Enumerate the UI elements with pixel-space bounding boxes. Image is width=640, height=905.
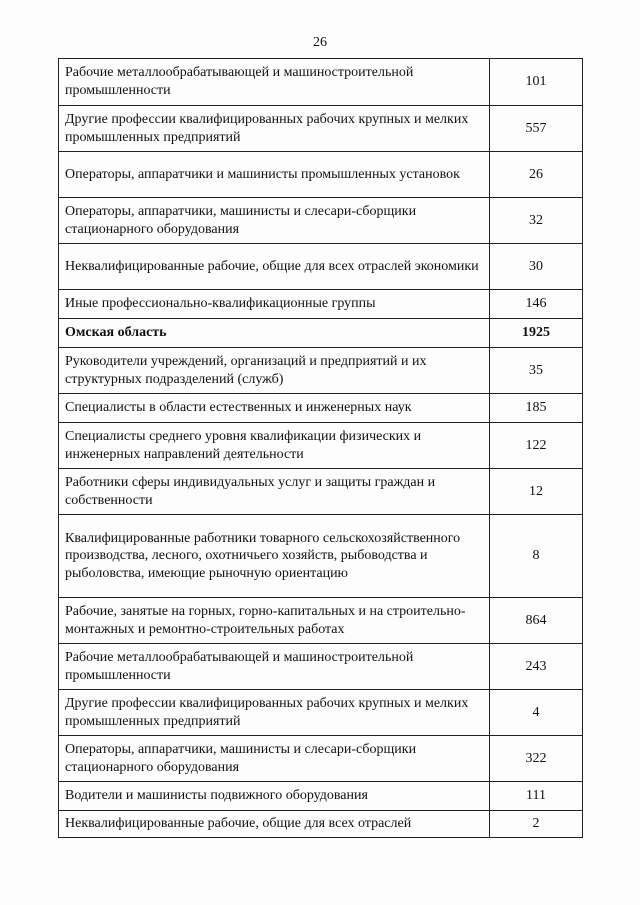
occupation-name-cell: Другие профессии квалифицированных рабочих крупных и мелких промышленных предприятий — [59, 690, 490, 736]
table-row — [59, 59, 583, 106]
count-cell: 26 — [490, 152, 583, 198]
count-cell: 864 — [490, 598, 583, 644]
count-cell: 185 — [490, 394, 583, 423]
table-row — [59, 423, 583, 469]
occupation-name-cell: Операторы, аппаратчики и машинисты промышленных установок — [59, 152, 490, 198]
count-cell: 122 — [490, 423, 583, 469]
count-cell: 101 — [490, 59, 583, 106]
table-row — [59, 244, 583, 290]
occupation-name-cell: Рабочие, занятые на горных, горно-капитальных и на строительно-монтажных и ремонтно-строительных работах — [59, 598, 490, 644]
occupation-name-cell: Иные профессионально-квалификационные группы — [59, 290, 490, 319]
count-cell: 243 — [490, 644, 583, 690]
occupation-name-cell: Неквалифицированные рабочие, общие для всех отраслей — [59, 811, 490, 838]
occupation-name-cell: Операторы, аппаратчики, машинисты и слесари-сборщики стационарного оборудования — [59, 736, 490, 782]
table-row — [59, 736, 583, 782]
table-row — [59, 644, 583, 690]
table-row — [59, 290, 583, 319]
table-row — [59, 348, 583, 394]
occupation-name-cell: Квалифицированные работники товарного сельскохозяйственного производства, лесного, охотничьего хозяйств, рыбоводства и рыболовства, имеющие рыночную ориентацию — [59, 515, 490, 598]
occupation-name-cell: Руководители учреждений, организаций и предприятий и их структурных подразделений (служб) — [59, 348, 490, 394]
table-row — [59, 515, 583, 598]
occupation-name-cell: Операторы, аппаратчики, машинисты и слесари-сборщики стационарного оборудования — [59, 198, 490, 244]
count-cell: 4 — [490, 690, 583, 736]
count-cell: 1925 — [490, 319, 583, 348]
table-row — [59, 469, 583, 515]
occupation-name-cell: Специалисты в области естественных и инженерных наук — [59, 394, 490, 423]
count-cell: 8 — [490, 515, 583, 598]
count-cell: 111 — [490, 782, 583, 811]
table-row — [59, 198, 583, 244]
table-row — [59, 106, 583, 152]
table-row — [59, 690, 583, 736]
occupation-name-cell: Водители и машинисты подвижного оборудования — [59, 782, 490, 811]
occupation-name-cell: Рабочие металлообрабатывающей и машиностроительной промышленности — [59, 59, 490, 106]
count-cell: 35 — [490, 348, 583, 394]
table-row — [59, 394, 583, 423]
region-total-row — [59, 319, 583, 348]
count-cell: 557 — [490, 106, 583, 152]
occupation-name-cell: Другие профессии квалифицированных рабочих крупных и мелких промышленных предприятий — [59, 106, 490, 152]
table-row — [59, 811, 583, 838]
table-row — [59, 598, 583, 644]
occupation-name-cell: Рабочие металлообрабатывающей и машиностроительной промышленности — [59, 644, 490, 690]
page-number: 26 — [313, 35, 327, 50]
count-cell: 30 — [490, 244, 583, 290]
count-cell: 2 — [490, 811, 583, 838]
count-cell: 146 — [490, 290, 583, 319]
count-cell: 12 — [490, 469, 583, 515]
occupation-name-cell: Неквалифицированные рабочие, общие для всех отраслей экономики — [59, 244, 490, 290]
occupation-name-cell: Омская область — [59, 319, 490, 348]
count-cell: 322 — [490, 736, 583, 782]
table-row — [59, 782, 583, 811]
occupation-table-body — [59, 59, 583, 838]
occupation-table — [58, 58, 583, 838]
count-cell: 32 — [490, 198, 583, 244]
occupation-name-cell: Специалисты среднего уровня квалификации физических и инженерных направлений деятельности — [59, 423, 490, 469]
occupation-name-cell: Работники сферы индивидуальных услуг и защиты граждан и собственности — [59, 469, 490, 515]
table-row — [59, 152, 583, 198]
